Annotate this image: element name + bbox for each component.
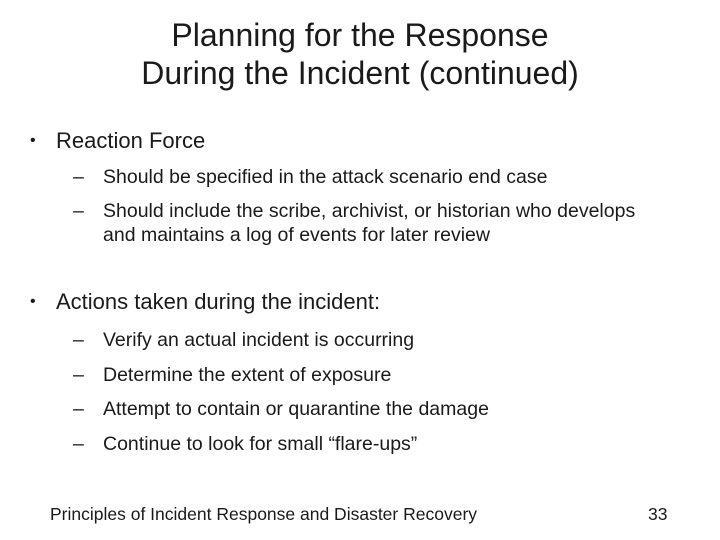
sub-bullet-text: Determine the extent of exposure (103, 364, 392, 386)
slide-title (0, 16, 720, 92)
title-line-2: During the Incident (continued) (141, 55, 579, 91)
bullet-text: Reaction Force (56, 128, 206, 153)
sub-bullet-dash: – (73, 329, 84, 351)
sub-bullet-dash: – (73, 364, 84, 386)
sub-bullet-text: Should include the scribe, archivist, or historian who develops and maintains a log of events for later review (103, 200, 636, 246)
bullet-text: Actions taken during the incident: (56, 289, 381, 314)
sub-bullet-dash: – (73, 166, 84, 188)
sub-bullet-text: Verify an actual incident is occurring (103, 329, 415, 351)
page-number: 33 (648, 504, 668, 524)
footer-text: Principles of Incident Response and Disaster Recovery (50, 504, 478, 524)
bullet-dot: • (30, 132, 36, 149)
sub-bullet-dash: – (73, 433, 84, 455)
sub-bullet-text: Should be specified in the attack scenario end case (103, 166, 548, 188)
sub-bullet-text: Continue to look for small “flare-ups” (103, 433, 418, 455)
bullet-dot: • (30, 293, 36, 310)
title-line-1: Planning for the Response (171, 17, 549, 53)
sub-bullet-text: Attempt to contain or quarantine the damage (103, 398, 489, 420)
sub-bullet-dash: – (73, 200, 84, 222)
sub-bullet-dash: – (73, 398, 84, 420)
